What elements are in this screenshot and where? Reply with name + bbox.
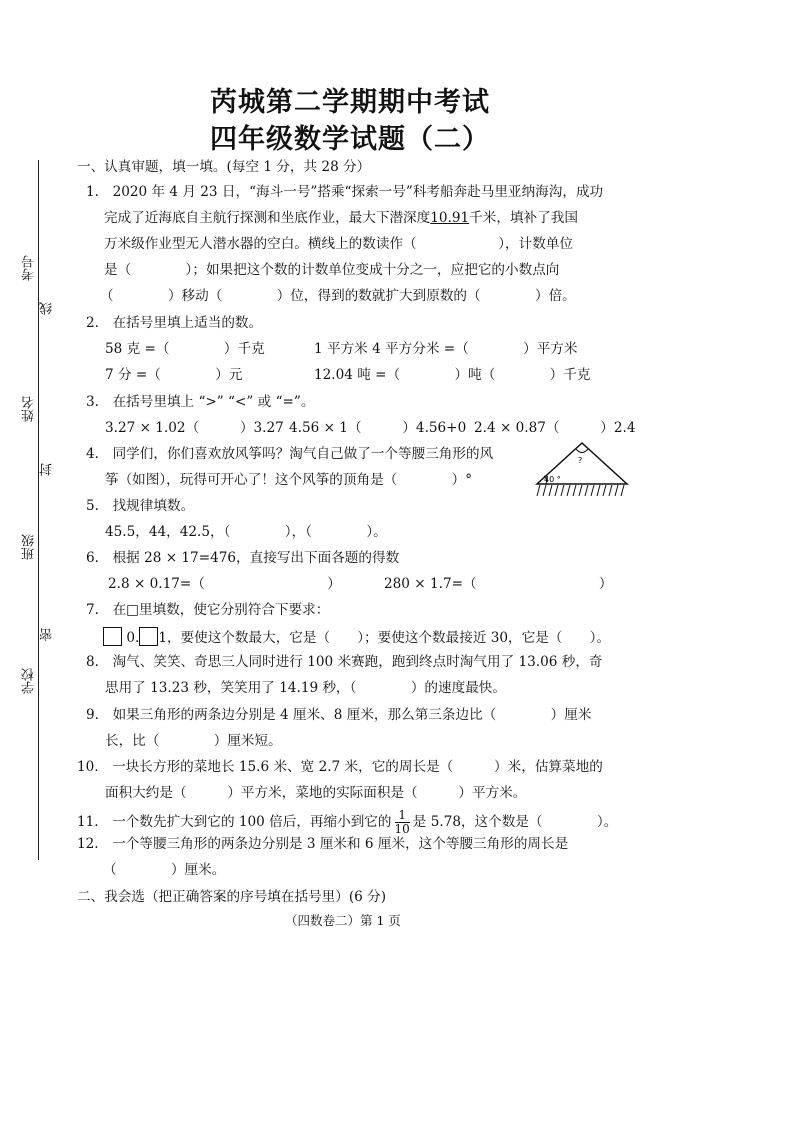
binding-label-kaohao: 考号 xyxy=(22,255,37,281)
digit-box-2[interactable] xyxy=(139,627,158,646)
q10-line2: 面积大约是（ ）平方米，菜地的实际面积是（ ）平方米。 xyxy=(105,785,527,801)
q2-line1: 2. 在括号里填上适当的数。 xyxy=(86,315,263,331)
binding-label-banji: 班级 xyxy=(22,534,37,560)
exam-title-line2: 四年级数学试题（二） xyxy=(210,124,490,155)
q12-line2: （ ）厘米。 xyxy=(103,862,226,878)
q2-item-a: 58 克 =（ ）千克 xyxy=(105,341,265,357)
page-footer: （四数卷二）第 1 页 xyxy=(285,913,401,928)
q8-line1: 8. 淘气、笑笑、奇思三人同时进行 100 米赛跑，跑到终点时淘气用了 13.06 秒，奇 xyxy=(86,654,603,670)
q2-item-d: 12.04 吨 =（ ）吨（ ）千克 xyxy=(314,367,591,383)
q1-line1: 1. 2020 年 4 月 23 日，“海斗一号”搭乘“探索一号”科考船奔赴马里亚纳海沟，成功 xyxy=(86,184,604,200)
digit-box-1[interactable] xyxy=(103,627,122,646)
q2-item-b: 1 平方米 4 平方分米 =（ ）平方米 xyxy=(314,341,578,357)
q7-line2: 0. 1，要使这个数最大，它是（ ）；要使这个数最接近 30，它是（ ）。 xyxy=(103,627,610,646)
q4-line2: 筝（如图），玩得可开心了！这个风筝的顶角是（ ）° xyxy=(105,472,473,488)
q2-item-c: 7 分 =（ ）元 xyxy=(105,367,243,383)
q12-line1: 12. 一个等腰三角形的两条边分别是 3 厘米和 6 厘米，这个等腰三角形的周长是 xyxy=(77,836,569,852)
q4-line1: 4. 同学们，你们喜欢放风筝吗？淘气自己做了一个等腰三角形的风 xyxy=(86,446,494,462)
section2-heading: 二、我会选（把正确答案的序号填在括号里）(6 分) xyxy=(77,889,387,905)
q8-line2: 思用了 13.23 秒，笑笑用了 14.19 秒，（ ）的速度最快。 xyxy=(105,680,506,696)
q9-line2: 长，比（ ）厘米短。 xyxy=(105,733,282,749)
binding-label-mi: 密 xyxy=(40,628,55,641)
q6-item-b: 280 × 1.7=（ ） xyxy=(384,576,613,592)
q6-item-a: 2.8 × 0.17=（ ） xyxy=(108,576,341,592)
q5-line1: 5. 找规律填数。 xyxy=(86,498,195,514)
q3-item-a: 3.27 × 1.02（ ）3.27 xyxy=(105,420,284,436)
q11-line: 11. 一个数先扩大到它的 100 倍后，再缩小到它的 $\frac{1}{10}$ 是 5.78，这个数是（ ）。 xyxy=(77,808,618,836)
kite-angle-label: 40 ° xyxy=(544,475,561,484)
q10-line1: 10. 一块长方形的菜地长 15.6 米、宽 2.7 米，它的周长是（ ）米，估算菜地的 xyxy=(77,759,603,775)
q1-line5: （ ）移动（ ）位，得到的数就扩大到原数的（ ）倍。 xyxy=(100,288,576,304)
binding-label-xian: 线 xyxy=(40,302,55,315)
binding-label-xuexiao: 学校 xyxy=(22,668,37,694)
binding-label-xingming: 姓名 xyxy=(22,396,37,422)
q5-line2: 45.5，44，42.5，（ ），（ ）。 xyxy=(105,524,387,540)
q1-line2: 完成了近海底自主航行探测和坐底作业，最大下潜深度10.91千米，填补了我国 xyxy=(104,210,578,226)
q6-line1: 6. 根据 28 × 17=476，直接写出下面各题的得数 xyxy=(86,550,400,566)
binding-label-feng: 封 xyxy=(40,463,55,476)
q3-line1: 3. 在括号里填上 “>” “<” 或 “=”。 xyxy=(86,394,315,410)
exam-title-line1: 芮城第二学期期中考试 xyxy=(210,87,490,118)
kite-apex-label: ? xyxy=(578,456,583,465)
q7-line1: 7. 在□里填数，使它分别符合下要求： xyxy=(86,602,330,618)
fraction: $\frac{1}{10}$ xyxy=(394,808,410,836)
depth-value: 10.91 xyxy=(430,210,470,226)
q1-line3: 万米级作业型无人潜水器的空白。横线上的数读作（ ），计数单位 xyxy=(104,236,573,252)
q1-line4: 是（ ）；如果把这个数的计数单位变成十分之一，应把它的小数点向 xyxy=(104,262,560,278)
kite-figure xyxy=(532,440,632,502)
section1-heading: 一、认真审题，填一填。(每空 1 分，共 28 分） xyxy=(77,159,371,175)
q3-item-b: 4.56 × 1（ ）4.56+0 xyxy=(289,420,467,436)
q9-line1: 9. 如果三角形的两条边分别是 4 厘米、8 厘米，那么第三条边比（ ）厘米 xyxy=(86,707,592,723)
q3-item-c: 2.4 × 0.87（ ）2.4 xyxy=(474,420,636,436)
